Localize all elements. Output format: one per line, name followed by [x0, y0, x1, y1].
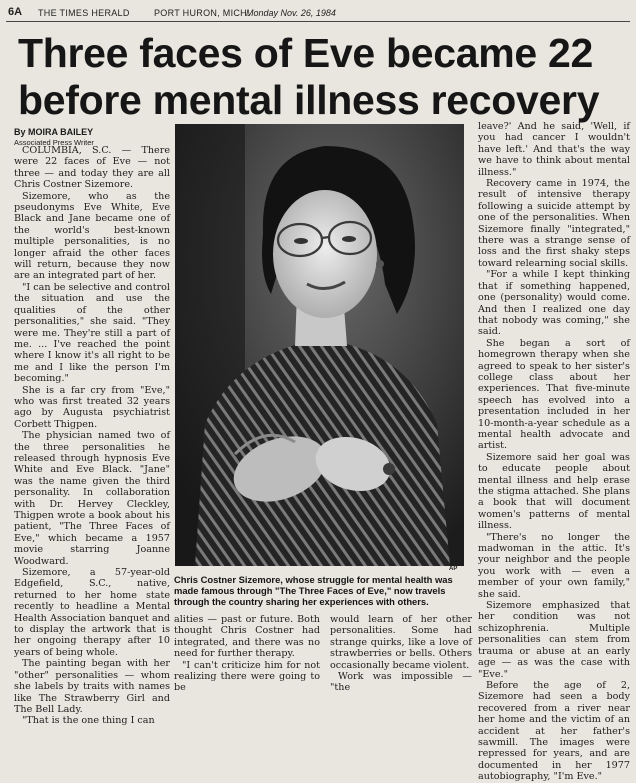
- paragraph: Work was impossible — "the: [330, 671, 472, 694]
- paragraph: "That is the one thing I can: [22, 715, 155, 727]
- photo-caption: Chris Costner Sizemore, whose struggle for mental health was made famous through "The Three Faces of Eve," now travels through the country sharing her experiences with others.: [174, 574, 453, 608]
- news-photo: [175, 124, 464, 566]
- paragraph: Sizemore, a 57-year-old Edgefield, S.C., native, returned to her home state recently to headline a Mental Health Association banquet and to display the artwork that is her ongoing therapy after 10 years of being whole.: [14, 567, 170, 658]
- paragraph: "I can be selective and control the situation and use the qualities of the other personalities," she said. "They were me. They're still a part of me. ... I've reached the point where I know it's all right to be me and I like the person I'm becoming.": [14, 281, 170, 385]
- article-column-2: [174, 614, 320, 694]
- paragraph: "There's no longer the madwoman in the attic. It's your neighbor and the people you work with — even a member of your own family," she said.: [478, 531, 630, 600]
- paragraph: Recovery came in 1974, the result of intensive therapy following a suicide attempt by one of the personalities. When Sizemore finally "integrated," there was a strange sense of loss and the first shaky steps toward relearning social skills.: [478, 178, 630, 269]
- article-headline: Three faces of Eve became 22 before mental illness recovery: [18, 30, 600, 123]
- byline-organization: Associated Press Writer: [14, 138, 94, 147]
- photo-credit: AP: [449, 566, 458, 572]
- paragraph: Sizemore emphasized that her condition was not schizophrenia. Multiple personalities can stem from trauma or abuse at an early age — as was the case with "Eve.": [478, 600, 630, 680]
- paragraph: Before the age of 2, Sizemore had seen a body recovered from a river near her home and the victim of an accident at her father's sawmill. The images were repressed for years, and are documented in her 1977 autobiography, "I'm Eve.": [478, 679, 630, 783]
- issue-date: Monday Nov. 26, 1984: [246, 8, 336, 18]
- article-column-3: [330, 614, 472, 694]
- paragraph: "I can't criticize him for not realizing there were going to be: [174, 659, 320, 694]
- paragraph: leave?' And he said, 'Well, if you had cancer I wouldn't have left.' And that's the way we have to think about mental illness.": [478, 121, 630, 178]
- newspaper-name: THE TIMES HERALD: [38, 8, 130, 18]
- paragraph: The painting began with her "other" personalities — whom she labels by traits with names like The Strawberry Girl and The Bell Lady.: [14, 658, 170, 715]
- byline-author: By MOIRA BAILEY: [14, 127, 94, 137]
- article-column-4: [478, 121, 630, 783]
- page-number: 6A: [8, 6, 23, 18]
- paragraph: She began a sort of homegrown therapy when she agreed to speak to her sister's college class about her experiences. That five-minute speech has evolved into a presentation included in her 10-month-a-year schedule as a mental health advocate and artist.: [478, 337, 630, 452]
- paragraph: The physician named two of the three personalities he released through hypnosis Eve White and Eve Black. "Jane" was the name given the third personality. In collaboration with Dr. Hervey Cleckley, Thigpen wrote a book about his patient, "The Three Faces of Eve," which became a 1957 movie starring Joanne Woodward.: [14, 430, 170, 567]
- newspaper-city: PORT HURON, MICH.: [154, 8, 250, 18]
- paragraph: Sizemore, who as the pseudonyms Eve White, Eve Black and Jane became one of the world's best-known multiple personalities, is no longer afraid the other faces will return, because they now are an integrated part of her.: [14, 190, 170, 282]
- article-column-1: [14, 145, 170, 727]
- paragraph: COLUMBIA, S.C. — There were 22 faces of Eve — not three — and today they are all Chris Costner Sizemore.: [14, 145, 170, 191]
- paragraph: would learn of her other personalities. Some had strange quirks, like a love of strawberries or bells. Others occasionally became violent.: [330, 614, 472, 671]
- paragraph: She is a far cry from "Eve," who was first treated 32 years ago by Augusta psychiatrist Corbett Thigpen.: [14, 384, 170, 430]
- paragraph: "For a while I kept thinking that if something happened, one (personality) would come. And then I realized one day that nobody was coming," she said.: [478, 269, 630, 338]
- portrait-photo-illustration: [175, 124, 464, 566]
- page-folio: [6, 4, 630, 22]
- paragraph: alities — past or future. Both thought Chris Costner had integrated, and there was no need for further therapy.: [174, 614, 320, 660]
- byline: [14, 127, 174, 147]
- paragraph: Sizemore said her goal was to educate people about mental illness and help erase the stigma attached. She plans a book that will document women's patterns of mental illness.: [478, 451, 630, 532]
